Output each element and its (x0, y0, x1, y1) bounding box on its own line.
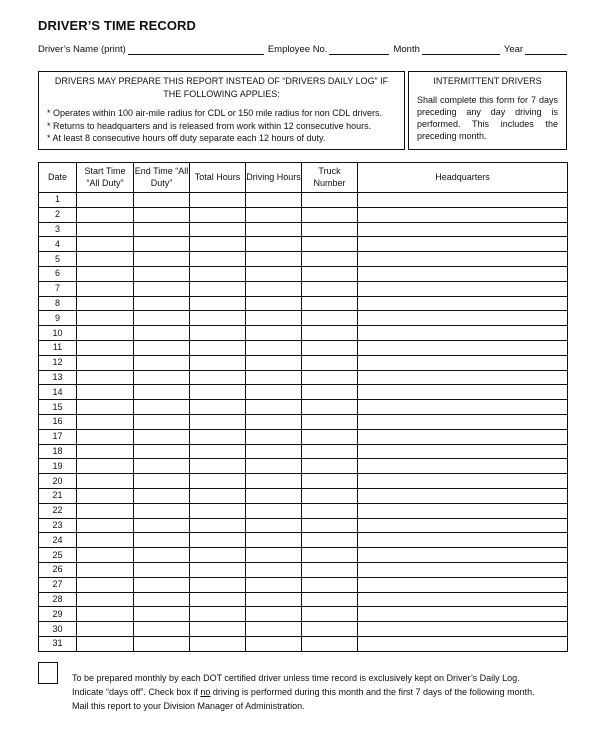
total-hours-cell[interactable] (190, 266, 246, 281)
table-row (39, 429, 568, 444)
total-hours-cell[interactable] (190, 503, 246, 518)
header-fields (38, 44, 568, 55)
start-time-cell[interactable] (77, 562, 134, 577)
footer-underlined-text: no (200, 687, 211, 697)
total-hours-cell[interactable] (190, 193, 246, 208)
table-row (39, 281, 568, 296)
driving-hours-cell[interactable] (246, 414, 302, 429)
driving-hours-cell[interactable] (246, 326, 302, 341)
end-time-cell[interactable] (134, 577, 190, 592)
total-hours-cell[interactable] (190, 577, 246, 592)
start-time-cell[interactable] (77, 459, 134, 474)
total-hours-cell[interactable] (190, 429, 246, 444)
driving-hours-cell[interactable] (246, 518, 302, 533)
table-row (39, 577, 568, 592)
total-hours-cell[interactable] (190, 607, 246, 622)
table-row (39, 592, 568, 607)
driving-hours-cell[interactable] (246, 474, 302, 489)
headquarters-cell[interactable] (358, 577, 568, 592)
headquarters-cell[interactable] (358, 607, 568, 622)
end-time-cell[interactable] (134, 474, 190, 489)
truck-number-cell[interactable] (302, 266, 358, 281)
end-time-cell[interactable] (134, 636, 190, 651)
column-header-total-hours: Total Hours (190, 163, 246, 193)
table-row (39, 548, 568, 563)
table-row (39, 444, 568, 459)
page-title: DRIVER’S TIME RECORD (38, 18, 197, 33)
column-header-end-time: End Time “All Duty” (134, 163, 190, 193)
table-row (39, 340, 568, 355)
driving-hours-cell[interactable] (246, 237, 302, 252)
driving-hours-cell[interactable] (246, 355, 302, 370)
total-hours-cell[interactable] (190, 326, 246, 341)
truck-number-cell[interactable] (302, 207, 358, 222)
headquarters-cell[interactable] (358, 370, 568, 385)
total-hours-cell[interactable] (190, 444, 246, 459)
truck-number-cell[interactable] (302, 340, 358, 355)
headquarters-cell[interactable] (358, 429, 568, 444)
headquarters-cell[interactable] (358, 237, 568, 252)
total-hours-cell[interactable] (190, 340, 246, 355)
total-hours-cell[interactable] (190, 636, 246, 651)
driving-hours-cell[interactable] (246, 503, 302, 518)
driving-hours-cell[interactable] (246, 562, 302, 577)
date-cell: 7 (39, 281, 77, 296)
end-time-cell[interactable] (134, 400, 190, 415)
end-time-cell[interactable] (134, 222, 190, 237)
headquarters-cell[interactable] (358, 385, 568, 400)
end-time-cell[interactable] (134, 193, 190, 208)
end-time-cell[interactable] (134, 533, 190, 548)
driving-hours-cell[interactable] (246, 429, 302, 444)
start-time-cell[interactable] (77, 622, 134, 637)
truck-number-cell[interactable] (302, 459, 358, 474)
driving-hours-cell[interactable] (246, 636, 302, 651)
start-time-cell[interactable] (77, 281, 134, 296)
truck-number-cell[interactable] (302, 474, 358, 489)
driving-hours-cell[interactable] (246, 607, 302, 622)
date-cell: 17 (39, 429, 77, 444)
headquarters-cell[interactable] (358, 636, 568, 651)
date-cell: 29 (39, 607, 77, 622)
eligibility-box (38, 71, 405, 150)
end-time-cell[interactable] (134, 266, 190, 281)
headquarters-cell[interactable] (358, 488, 568, 503)
date-cell: 15 (39, 400, 77, 415)
date-cell: 31 (39, 636, 77, 651)
end-time-cell[interactable] (134, 488, 190, 503)
date-cell: 30 (39, 622, 77, 637)
table-row (39, 207, 568, 222)
eligibility-item: * Returns to headquarters and is released from work within 12 consecutive hours. (47, 120, 372, 131)
total-hours-cell[interactable] (190, 222, 246, 237)
total-hours-cell[interactable] (190, 400, 246, 415)
start-time-cell[interactable] (77, 252, 134, 267)
start-time-cell[interactable] (77, 607, 134, 622)
headquarters-cell[interactable] (358, 444, 568, 459)
start-time-cell[interactable] (77, 636, 134, 651)
total-hours-cell[interactable] (190, 592, 246, 607)
headquarters-cell[interactable] (358, 548, 568, 563)
start-time-cell[interactable] (77, 266, 134, 281)
headquarters-cell[interactable] (358, 266, 568, 281)
driving-hours-cell[interactable] (246, 266, 302, 281)
headquarters-cell[interactable] (358, 459, 568, 474)
column-header-start-time: Start Time “All Duty” (77, 163, 134, 193)
headquarters-cell[interactable] (358, 592, 568, 607)
driving-hours-cell[interactable] (246, 548, 302, 563)
intermittent-heading: INTERMITTENT DRIVERS (433, 76, 542, 86)
total-hours-cell[interactable] (190, 474, 246, 489)
headquarters-cell[interactable] (358, 296, 568, 311)
headquarters-cell[interactable] (358, 414, 568, 429)
driving-hours-cell[interactable] (246, 459, 302, 474)
date-cell: 16 (39, 414, 77, 429)
date-cell: 13 (39, 370, 77, 385)
driving-hours-cell[interactable] (246, 311, 302, 326)
driving-hours-cell[interactable] (246, 281, 302, 296)
truck-number-cell[interactable] (302, 592, 358, 607)
start-time-cell[interactable] (77, 592, 134, 607)
end-time-cell[interactable] (134, 548, 190, 563)
headquarters-cell[interactable] (358, 281, 568, 296)
date-cell: 1 (39, 193, 77, 208)
headquarters-cell[interactable] (358, 562, 568, 577)
start-time-cell[interactable] (77, 429, 134, 444)
date-cell: 21 (39, 488, 77, 503)
total-hours-cell[interactable] (190, 237, 246, 252)
start-time-cell[interactable] (77, 518, 134, 533)
start-time-cell[interactable] (77, 311, 134, 326)
intermittent-body: Shall complete this form for 7 days preceding any day driving is performed. This includes the preceding month. (417, 94, 558, 141)
driving-hours-cell[interactable] (246, 400, 302, 415)
start-time-cell[interactable] (77, 533, 134, 548)
headquarters-cell[interactable] (358, 518, 568, 533)
year-label: Year (503, 44, 524, 55)
end-time-cell[interactable] (134, 444, 190, 459)
headquarters-cell[interactable] (358, 355, 568, 370)
headquarters-cell[interactable] (358, 252, 568, 267)
end-time-cell[interactable] (134, 252, 190, 267)
date-cell: 27 (39, 577, 77, 592)
end-time-cell[interactable] (134, 311, 190, 326)
drivers-name-label: Driver’s Name (print) (38, 44, 126, 55)
end-time-cell[interactable] (134, 562, 190, 577)
driving-hours-cell[interactable] (246, 340, 302, 355)
table-row (39, 622, 568, 637)
table-row (39, 400, 568, 415)
column-header-driving-hours: Driving Hours (246, 163, 302, 193)
date-cell: 28 (39, 592, 77, 607)
start-time-cell[interactable] (77, 444, 134, 459)
end-time-cell[interactable] (134, 503, 190, 518)
truck-number-cell[interactable] (302, 296, 358, 311)
table-row (39, 193, 568, 208)
driving-hours-cell[interactable] (246, 222, 302, 237)
total-hours-cell[interactable] (190, 533, 246, 548)
end-time-cell[interactable] (134, 385, 190, 400)
table-row (39, 370, 568, 385)
truck-number-cell[interactable] (302, 252, 358, 267)
table-row (39, 414, 568, 429)
truck-number-cell[interactable] (302, 607, 358, 622)
table-row (39, 474, 568, 489)
total-hours-cell[interactable] (190, 296, 246, 311)
truck-number-cell[interactable] (302, 281, 358, 296)
total-hours-cell[interactable] (190, 459, 246, 474)
time-record-table (38, 162, 568, 652)
driving-hours-cell[interactable] (246, 207, 302, 222)
truck-number-cell[interactable] (302, 385, 358, 400)
headquarters-cell[interactable] (358, 533, 568, 548)
table-row (39, 296, 568, 311)
date-cell: 26 (39, 562, 77, 577)
start-time-cell[interactable] (77, 385, 134, 400)
date-cell: 5 (39, 252, 77, 267)
table-row (39, 266, 568, 281)
column-header-truck-number: Truck Number (302, 163, 358, 193)
start-time-cell[interactable] (77, 355, 134, 370)
footer-line (72, 685, 567, 699)
driving-hours-cell[interactable] (246, 622, 302, 637)
column-header-date: Date (39, 163, 77, 193)
end-time-cell[interactable] (134, 414, 190, 429)
table-row (39, 503, 568, 518)
end-time-cell[interactable] (134, 326, 190, 341)
total-hours-cell[interactable] (190, 252, 246, 267)
eligibility-heading: DRIVERS MAY PREPARE THIS REPORT INSTEAD OF “DRIVERS DAILY LOG” IF THE FOLLOWING APPLIES: (54, 76, 389, 99)
table-row (39, 311, 568, 326)
footer-text: driving is performed during this month and the first 7 days of the following month. (210, 687, 535, 697)
truck-number-cell[interactable] (302, 548, 358, 563)
headquarters-cell[interactable] (358, 326, 568, 341)
headquarters-cell[interactable] (358, 207, 568, 222)
end-time-cell[interactable] (134, 459, 190, 474)
truck-number-cell[interactable] (302, 444, 358, 459)
date-cell: 2 (39, 207, 77, 222)
date-cell: 24 (39, 533, 77, 548)
start-time-cell[interactable] (77, 207, 134, 222)
end-time-cell[interactable] (134, 207, 190, 222)
table-row (39, 222, 568, 237)
total-hours-cell[interactable] (190, 562, 246, 577)
month-field[interactable] (422, 44, 500, 55)
headquarters-cell[interactable] (358, 474, 568, 489)
start-time-cell[interactable] (77, 577, 134, 592)
total-hours-cell[interactable] (190, 370, 246, 385)
driving-hours-cell[interactable] (246, 193, 302, 208)
date-cell: 23 (39, 518, 77, 533)
truck-number-cell[interactable] (302, 518, 358, 533)
start-time-cell[interactable] (77, 488, 134, 503)
truck-number-cell[interactable] (302, 222, 358, 237)
end-time-cell[interactable] (134, 355, 190, 370)
table-row (39, 326, 568, 341)
start-time-cell[interactable] (77, 400, 134, 415)
total-hours-cell[interactable] (190, 385, 246, 400)
table-row (39, 636, 568, 651)
footer-line: Mail this report to your Division Manager of Administration. (72, 701, 305, 711)
truck-number-cell[interactable] (302, 193, 358, 208)
end-time-cell[interactable] (134, 607, 190, 622)
column-header-headquarters: Headquarters (358, 163, 568, 193)
start-time-cell[interactable] (77, 340, 134, 355)
total-hours-cell[interactable] (190, 281, 246, 296)
truck-number-cell[interactable] (302, 488, 358, 503)
no-driving-checkbox[interactable] (38, 662, 58, 684)
date-cell: 19 (39, 459, 77, 474)
table-row (39, 607, 568, 622)
date-cell: 14 (39, 385, 77, 400)
truck-number-cell[interactable] (302, 636, 358, 651)
driving-hours-cell[interactable] (246, 488, 302, 503)
total-hours-cell[interactable] (190, 414, 246, 429)
end-time-cell[interactable] (134, 518, 190, 533)
table-header-row (39, 163, 568, 193)
headquarters-cell[interactable] (358, 503, 568, 518)
table-row (39, 562, 568, 577)
eligibility-item: * Operates within 100 air-mile radius for CDL or 150 mile radius for non CDL drivers. (47, 108, 382, 118)
date-cell: 11 (39, 340, 77, 355)
date-cell: 9 (39, 311, 77, 326)
headquarters-cell[interactable] (358, 622, 568, 637)
table-row (39, 533, 568, 548)
table-row (39, 518, 568, 533)
date-cell: 20 (39, 474, 77, 489)
total-hours-cell[interactable] (190, 518, 246, 533)
end-time-cell[interactable] (134, 622, 190, 637)
end-time-cell[interactable] (134, 296, 190, 311)
truck-number-cell[interactable] (302, 503, 358, 518)
year-field[interactable] (525, 44, 567, 55)
start-time-cell[interactable] (77, 414, 134, 429)
total-hours-cell[interactable] (190, 622, 246, 637)
truck-number-cell[interactable] (302, 237, 358, 252)
date-cell: 22 (39, 503, 77, 518)
driving-hours-cell[interactable] (246, 370, 302, 385)
truck-number-cell[interactable] (302, 370, 358, 385)
date-cell: 25 (39, 548, 77, 563)
end-time-cell[interactable] (134, 429, 190, 444)
truck-number-cell[interactable] (302, 622, 358, 637)
footer-text: Indicate “days off”. Check box if (72, 687, 201, 697)
end-time-cell[interactable] (134, 592, 190, 607)
driving-hours-cell[interactable] (246, 592, 302, 607)
table-row (39, 459, 568, 474)
driving-hours-cell[interactable] (246, 444, 302, 459)
driving-hours-cell[interactable] (246, 385, 302, 400)
truck-number-cell[interactable] (302, 429, 358, 444)
start-time-cell[interactable] (77, 326, 134, 341)
truck-number-cell[interactable] (302, 311, 358, 326)
headquarters-cell[interactable] (358, 193, 568, 208)
table-row (39, 488, 568, 503)
total-hours-cell[interactable] (190, 311, 246, 326)
truck-number-cell[interactable] (302, 414, 358, 429)
date-cell: 4 (39, 237, 77, 252)
start-time-cell[interactable] (77, 237, 134, 252)
intermittent-drivers-box (408, 71, 567, 150)
total-hours-cell[interactable] (190, 488, 246, 503)
date-cell: 10 (39, 326, 77, 341)
start-time-cell[interactable] (77, 222, 134, 237)
end-time-cell[interactable] (134, 281, 190, 296)
driving-hours-cell[interactable] (246, 533, 302, 548)
end-time-cell[interactable] (134, 237, 190, 252)
total-hours-cell[interactable] (190, 207, 246, 222)
truck-number-cell[interactable] (302, 562, 358, 577)
date-cell: 6 (39, 266, 77, 281)
month-label: Month (393, 44, 420, 55)
start-time-cell[interactable] (77, 474, 134, 489)
driving-hours-cell[interactable] (246, 577, 302, 592)
date-cell: 12 (39, 355, 77, 370)
table-row (39, 237, 568, 252)
date-cell: 18 (39, 444, 77, 459)
start-time-cell[interactable] (77, 193, 134, 208)
drivers-name-field[interactable] (128, 44, 264, 55)
headquarters-cell[interactable] (358, 400, 568, 415)
table-row (39, 385, 568, 400)
start-time-cell[interactable] (77, 503, 134, 518)
table-row (39, 252, 568, 267)
end-time-cell[interactable] (134, 340, 190, 355)
employee-no-field[interactable] (329, 44, 389, 55)
truck-number-cell[interactable] (302, 533, 358, 548)
start-time-cell[interactable] (77, 548, 134, 563)
driving-hours-cell[interactable] (246, 296, 302, 311)
table-body (39, 193, 568, 652)
table-row (39, 355, 568, 370)
end-time-cell[interactable] (134, 370, 190, 385)
footer-line: To be prepared monthly by each DOT certified driver unless time record is exclusively kept on Driver’s Daily Log. (72, 673, 520, 683)
truck-number-cell[interactable] (302, 400, 358, 415)
headquarters-cell[interactable] (358, 340, 568, 355)
date-cell: 8 (39, 296, 77, 311)
total-hours-cell[interactable] (190, 355, 246, 370)
footer-instructions (72, 671, 567, 713)
total-hours-cell[interactable] (190, 548, 246, 563)
headquarters-cell[interactable] (358, 311, 568, 326)
driving-hours-cell[interactable] (246, 252, 302, 267)
start-time-cell[interactable] (77, 296, 134, 311)
truck-number-cell[interactable] (302, 577, 358, 592)
employee-no-label: Employee No. (267, 44, 328, 55)
eligibility-item: * At least 8 consecutive hours off duty separate each 12 hours of duty. (47, 133, 326, 143)
date-cell: 3 (39, 222, 77, 237)
truck-number-cell[interactable] (302, 355, 358, 370)
headquarters-cell[interactable] (358, 222, 568, 237)
start-time-cell[interactable] (77, 370, 134, 385)
truck-number-cell[interactable] (302, 326, 358, 341)
